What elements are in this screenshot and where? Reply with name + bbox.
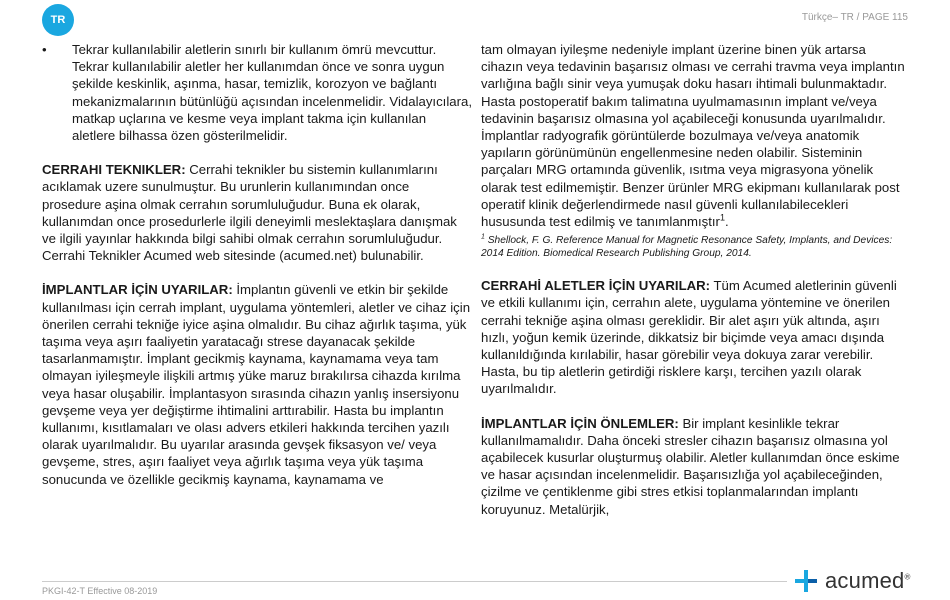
implant-precautions-heading: İMPLANTLAR İÇİN ÖNLEMLER: <box>481 415 679 431</box>
implant-warnings-section <box>42 281 472 487</box>
surgical-techniques-heading: CERRAHI TEKNIKLER: <box>42 162 186 178</box>
footnote <box>481 234 911 260</box>
implant-warnings-continued-text: tam olmayan iyileşme nedeniyle implant üzerine binen yük artarsa cihazın veya tedavinin başarısız olması ve cerrahi travma veya implantın varlığına bağlı sinir veya yumuşak doku hasarı ihtimali bulunmaktadır. Hasta postoperatif bakım talimatına uyulmamasının implant ve/veya tedavinin başarısız olmasına yol açabileceği konusunda uyarılmalıdır. İmplantlar radyografik görüntülerde bozulmaya ve/veya anatomik yapıların görünümünün engellenmesine neden olabilir. Sisteminin parçaları MRG ortamında güvenlik, ısıtma veya migrasyona yönelik olarak test edilmemiştir. Benzer ürünler MRG ekipmanı kullanılarak post operatif klinik değerlendirmede nasıl güvenli kullanılabilecekleri hususunda test edilmiş ve tanımlanmıştır <box>481 42 905 230</box>
footer-divider <box>42 581 787 582</box>
instrument-warnings-heading: CERRAHİ ALETLER İÇİN UYARILAR: <box>481 278 711 294</box>
acumed-logo <box>793 568 911 594</box>
surgical-techniques-text: Cerrahi teknikler bu sistemin kullanımlarını acıklamak uzere sunulmuştur. Bu urunlerin kullanımından once prosedure aşina olmak cerrahın sorumluluğudur. Buna ek olarak, kullanımdan once prosedurlerle ilgili deneyimli meslektaşlara danışmak ve ilgili yayınlar hakkında bilgi sahibi olmak cerrahın sorumluluğudur. Cerrahi Teknikler Acumed web sitesinde (acumed.net) bulunabilir. <box>42 162 457 264</box>
surgical-techniques-section <box>42 161 472 264</box>
bullet-icon: • <box>42 42 47 57</box>
right-column <box>481 41 911 518</box>
acumed-logo-text <box>825 568 911 594</box>
bullet-text: Tekrar kullanılabilir aletlerin sınırlı bir kullanım ömrü mevcuttur. Tekrar kullanılabilir aletler her kullanımdan önce ve sonra uygun şekilde keskinlik, aşınma, hasar, temizlik, korozyon ve bağlantı mekanizmalarının bütünlüğü açısından incelenmelidir. Vidalayıcılara, matkap uçlarına ve kesme veya implant takma için kullanılan aletlere bilhassa özen gösterilmelidir. <box>72 42 473 144</box>
document-code: PKGI-42-T Effective 08-2019 <box>42 586 158 596</box>
instrument-warnings-text: Tüm Acumed aletlerinin güvenli ve etkili kullanımı için, cerrahın alete, uygulama yöntemine ve önerilen cerrahi tekniğe aşina olması gereklidir. Bir alet aşırı yük altında, aşırı hızlı, yoğun kemik üzerinde, dikkatsiz bir biçimde veya amacı dışında kullanıldığında kırılabilir, hasar görebilir veya dokuya zarar verebilir. Hasta, bu tip aletlerin getirdiği risklere karşı, tercihen yazılı olarak uyarılmalıdır. <box>481 278 897 397</box>
acumed-cross-icon <box>793 568 819 594</box>
instrument-warnings-section <box>481 277 911 397</box>
bullet-item <box>42 41 472 144</box>
footnote-text: Shellock, F. G. Reference Manual for Magnetic Resonance Safety, Implants, and Devices: 2014 Edition. Biomedical Research Publishing Group, 2014. <box>481 235 893 260</box>
implant-precautions-section <box>481 415 911 518</box>
footnote-reference: 1 <box>719 212 725 223</box>
acumed-logo-word: acumed <box>825 568 905 593</box>
implant-warnings-heading: İMPLANTLAR İÇİN UYARILAR: <box>42 282 233 298</box>
footnote-number: 1 <box>481 233 485 241</box>
language-badge <box>42 4 74 36</box>
left-column <box>42 41 472 488</box>
page-number-label: Türkçe– TR / PAGE 115 <box>801 12 908 23</box>
language-badge-label: TR <box>50 14 66 26</box>
registered-mark: ® <box>904 572 911 582</box>
implant-warnings-continued-end: . <box>724 214 729 230</box>
implant-precautions-text: Bir implant kesinlikle tekrar kullanılmamalıdır. Daha önceki stresler cihazın başarısız olmasına yol açabilecek kusurlar oluşturmuş olabilir. Aletler kullanımdan önce eskime ve hasar açısından incelenmelidir. Başarısızlığa yol açabileceğinden, çizilme ve çentiklenme gibi stres etkisi toplanmalarından implantı koruyunuz. Metalürjik, <box>481 415 900 517</box>
implant-warnings-continued <box>481 41 911 230</box>
implant-warnings-text: İmplantın güvenli ve etkin bir şekilde kullanılması için cerrah implant, uygulama yöntemleri, aletler ve cihaz için önerilen cerrahi tekniğe iyice aşina olmalıdır. Bu cihaz ağırlık taşıma, yük taşıma veya aşırı faaliyetin yaratacağı strese dayanacak şekilde tasarlanmamıştır. İmplant gecikmiş kaynama, kaynamama veya tam olmayan iyileşmeyle ilişkili artmış yüke maruz bırakılırsa cihazda kırılma veya hasar oluşabilir. İmplantasyon sırasında cihazın yanlış insersiyonu gevşeme veya yer değiştirme ihtimalini arttırabilir. Hasta bu implantın kullanımı, kısıtlamaları ve olası advers etkileri hakkında tercihen yazılı olarak uyarılmalıdır. Bu uyarılar arasında gevşek fiksasyon ve/ veya gevşeme, stres, aşırı faaliyet veya ağırlık taşıma veya yük taşıma sonucunda ve özellikle gecikmiş kaynama, kaynamama ve <box>42 282 471 487</box>
